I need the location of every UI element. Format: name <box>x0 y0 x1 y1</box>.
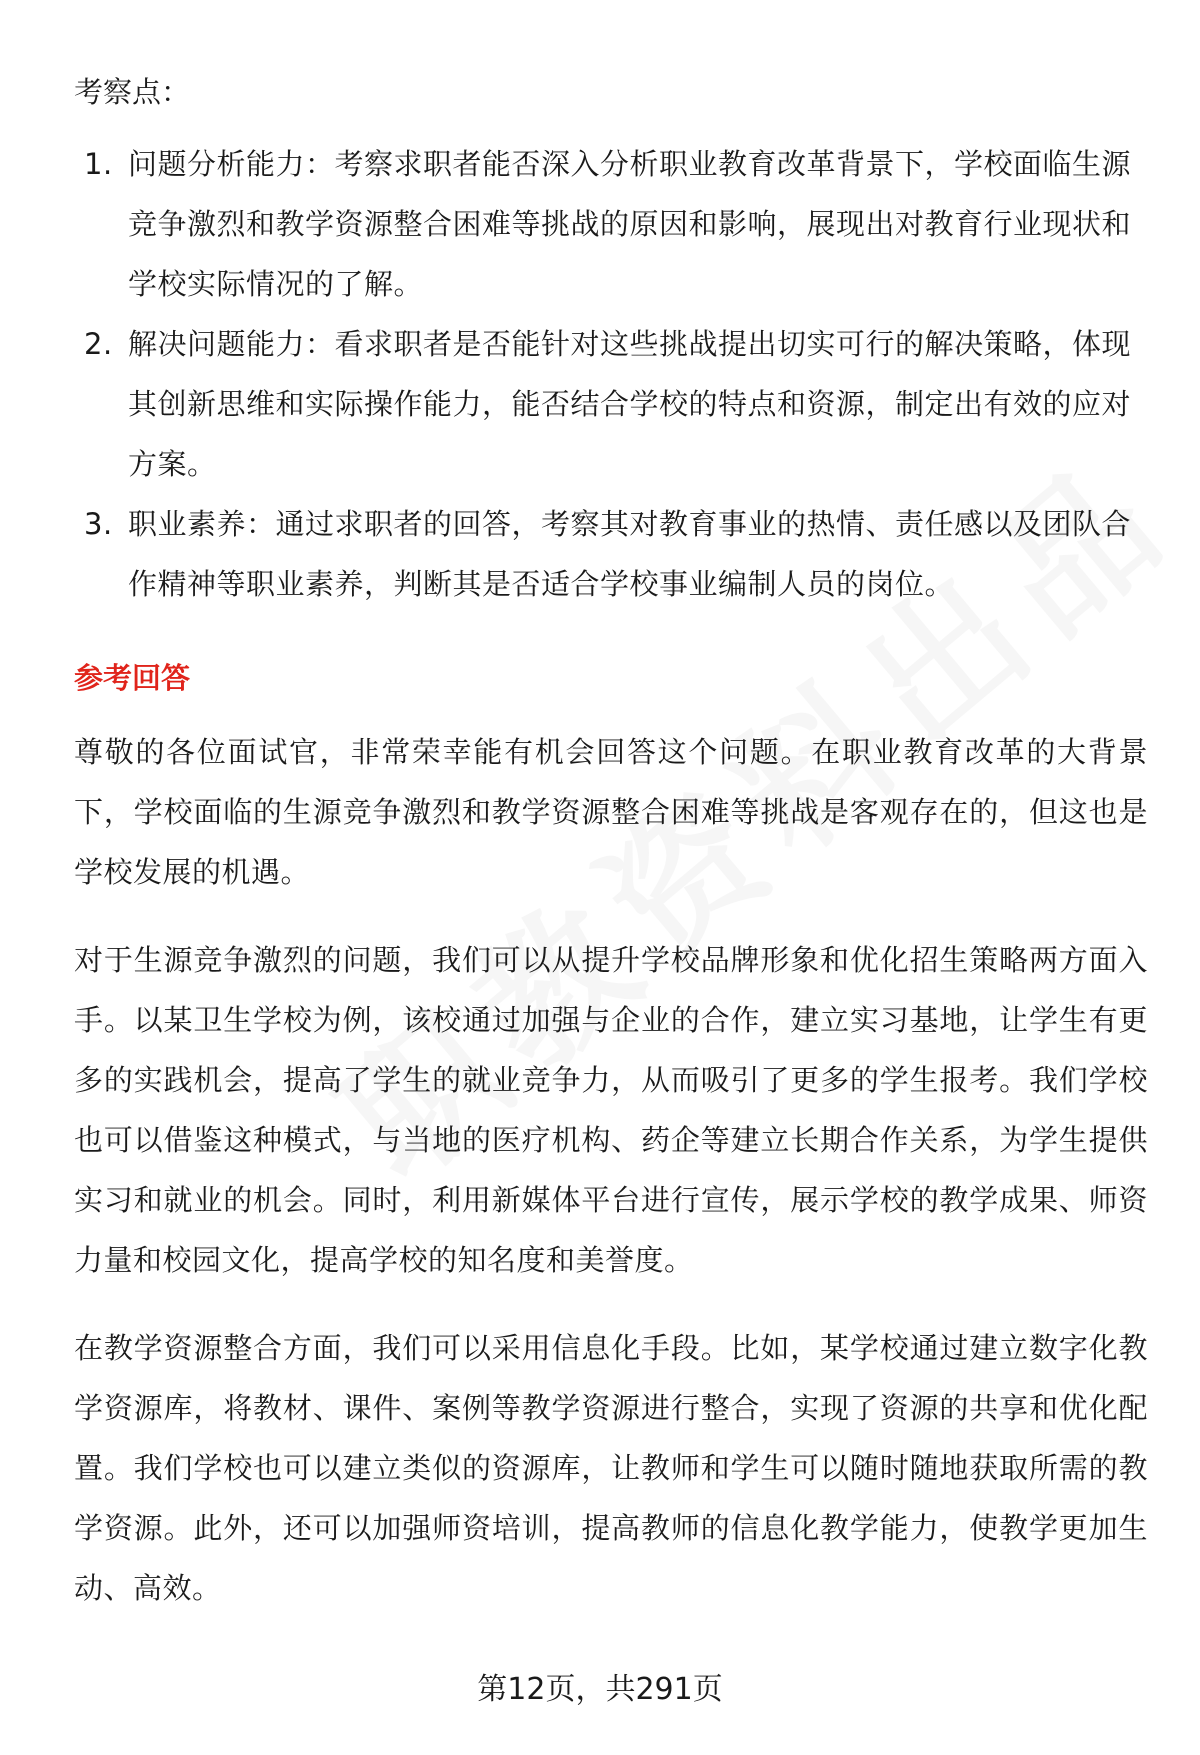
page-number: 第12页，共291页 <box>477 1672 723 1707</box>
answer-paragraph: 在教学资源整合方面，我们可以采用信息化手段。比如，某学校通过建立数字化教学资源库，将教材、课件、案例等教学资源进行整合，实现了资源的共享和优化配置。我们学校也可以建立类似的资源库，让教师和学生可以随时随地获取所需的教学资源。此外，还可以加强师资培训，提高教师的信息化教学能力，使教学更加生动、高效。 <box>74 1331 1148 1605</box>
list-item-number: 3. <box>84 507 113 541</box>
answer-paragraph: 尊敬的各位面试官，非常荣幸能有机会回答这个问题。在职业教育改革的大背景下，学校面临的生源竞争激烈和教学资源整合困难等挑战是客观存在的，但这也是学校发展的机遇。 <box>74 735 1148 889</box>
list-item-text: 问题分析能力：考察求职者能否深入分析职业教育改革背景下，学校面临生源竞争激烈和教学资源整合困难等挑战的原因和影响，展现出对教育行业现状和学校实际情况的了解。 <box>128 147 1132 301</box>
reference-answer-heading: 参考回答 <box>74 661 191 695</box>
list-item <box>74 314 1148 494</box>
list-item-text: 职业素养：通过求职者的回答，考察其对教育事业的热情、责任感以及团队合作精神等职业素养，判断其是否适合学校事业编制人员的岗位。 <box>128 507 1132 601</box>
answer-paragraph: 对于生源竞争激烈的问题，我们可以从提升学校品牌形象和优化招生策略两方面入手。以某卫生学校为例，该校通过加强与企业的合作，建立实习基地，让学生有更多的实践机会，提高了学生的就业竞争力，从而吸引了更多的学生报考。我们学校也可以借鉴这种模式，与当地的医疗机构、药企等建立长期合作关系，为学生提供实习和就业的机会。同时，利用新媒体平台进行宣传，展示学校的教学成果、师资力量和校园文化，提高学校的知名度和美誉度。 <box>74 943 1148 1277</box>
list-item-number: 2. <box>84 327 113 361</box>
document-page <box>74 62 1148 1646</box>
list-item-number: 1. <box>84 147 113 181</box>
exam-points-list <box>74 134 1148 614</box>
list-item-text: 解决问题能力：看求职者是否能针对这些挑战提出切实可行的解决策略，体现其创新思维和实际操作能力，能否结合学校的特点和资源，制定出有效的应对方案。 <box>128 327 1132 481</box>
list-item <box>74 134 1148 314</box>
exam-points-heading: 考察点： <box>74 75 191 109</box>
list-item <box>74 494 1148 614</box>
